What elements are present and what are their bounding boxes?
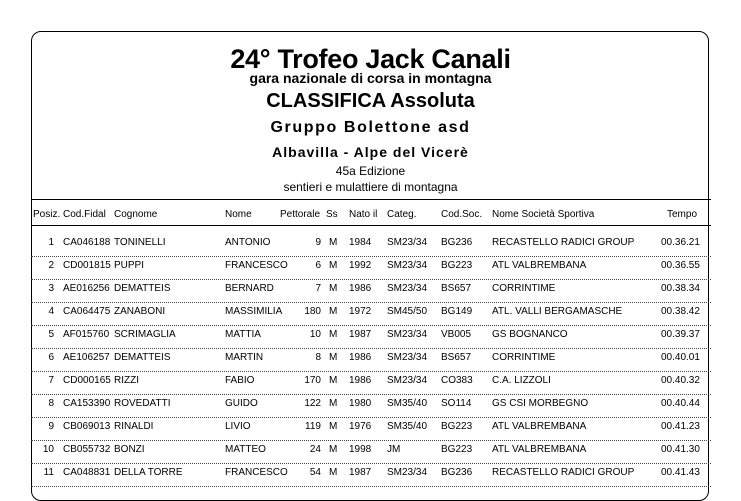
cell-societa: GS CSI MORBEGNO [492,398,589,409]
organizer-name: Gruppo Bolettone asd [270,119,471,136]
column-headers [0,209,741,223]
row-separator [31,440,711,441]
cell-nato: 1987 [349,467,372,478]
cell-categ: JM [387,444,401,455]
cell-nome: MATTEO [225,444,266,455]
cell-tempo: 00.38.34 [661,283,700,294]
cell-codsoc: BG223 [441,444,473,455]
header-divider-bottom [31,225,711,226]
cell-cognome: BONZI [114,444,145,455]
cell-societa: CORRINTIME [492,283,556,294]
cell-societa: ATL VALBREMBANA [492,260,587,271]
cell-posiz: 3 [48,283,54,294]
cell-nato: 1972 [349,306,372,317]
cell-nome: FRANCESCO [225,467,288,478]
cell-tempo: 00.40.44 [661,398,700,409]
row-separator [31,302,711,303]
race-subtitle: gara nazionale di corsa in montagna [249,70,492,86]
cell-sesso: M [329,398,338,409]
cell-nome: FRANCESCO [225,260,288,271]
cell-nome: FABIO [225,375,255,386]
cell-tempo: 00.41.30 [661,444,700,455]
cell-cognome: DEMATTEIS [114,352,171,363]
cell-codfidal: AE016256 [63,283,110,294]
cell-codsoc: CO383 [441,375,473,386]
cell-categ: SM23/34 [387,260,428,271]
cell-tempo: 00.40.32 [661,375,700,386]
cell-posiz: 2 [48,260,54,271]
cell-sesso: M [329,421,338,432]
table-row [0,375,741,389]
table-row [0,444,741,458]
cell-posiz: 10 [42,444,54,455]
cell-codfidal: CA153390 [63,398,111,409]
cell-societa: CORRINTIME [492,352,556,363]
cell-categ: SM23/34 [387,467,428,478]
col-posiz: Posiz. [33,209,61,220]
cell-nato: 1992 [349,260,372,271]
cell-tempo: 00.41.23 [661,421,700,432]
cell-nome: MASSIMILIA [225,306,283,317]
cell-nome: BERNARD [225,283,274,294]
col-sesso: Ss [326,209,338,220]
cell-sesso: M [329,329,338,340]
cell-sesso: M [329,467,338,478]
cell-pettorale: 10 [309,329,321,340]
cell-codsoc: BG236 [441,467,473,478]
col-nome: Nome [225,209,252,220]
table-row [0,421,741,435]
cell-nato: 1986 [349,375,372,386]
cell-codfidal: AF015760 [63,329,110,340]
cell-nato: 1987 [349,329,372,340]
cell-societa: ATL VALBREMBANA [492,421,587,432]
cell-categ: SM23/34 [387,283,428,294]
row-separator [31,348,711,349]
cell-pettorale: 170 [304,375,321,386]
cell-codsoc: BS657 [441,283,472,294]
cell-cognome: DELLA TORRE [114,467,183,478]
cell-societa: RECASTELLO RADICI GROUP [492,467,635,478]
table-row [0,398,741,412]
table-row [0,329,741,343]
row-separator [31,463,711,464]
cell-categ: SM45/50 [387,306,428,317]
cell-codsoc: BS657 [441,352,472,363]
cell-pettorale: 9 [315,237,321,248]
edition-label: 45a Edizione [335,164,406,178]
cell-codsoc: BG223 [441,260,473,271]
row-separator [31,394,711,395]
cell-nome: MARTIN [225,352,264,363]
cell-nome: MATTIA [225,329,261,340]
cell-tempo: 00.41.43 [661,467,700,478]
cell-nome: GUIDO [225,398,258,409]
cell-tempo: 00.38.42 [661,306,700,317]
cell-categ: SM23/34 [387,375,428,386]
cell-nome: LIVIO [225,421,251,432]
cell-pettorale: 8 [315,352,321,363]
cell-codsoc: SO114 [441,398,472,409]
cell-pettorale: 122 [304,398,321,409]
cell-posiz: 5 [48,329,54,340]
cell-nome: ANTONIO [225,237,271,248]
cell-pettorale: 6 [315,260,321,271]
cell-cognome: ZANABONI [114,306,166,317]
row-separator [31,325,711,326]
cell-codfidal: CA046188 [63,237,111,248]
cell-codfidal: CA048831 [63,467,111,478]
cell-cognome: PUPPI [114,260,145,271]
cell-nato: 1986 [349,283,372,294]
table-row [0,237,741,251]
cell-posiz: 9 [48,421,54,432]
cell-categ: SM35/40 [387,421,428,432]
cell-tempo: 00.39.37 [661,329,700,340]
cell-cognome: ROVEDATTI [114,398,171,409]
cell-codfidal: AE106257 [63,352,110,363]
cell-tempo: 00.40.01 [661,352,700,363]
cell-pettorale: 54 [309,467,321,478]
cell-codfidal: CB055732 [63,444,111,455]
table-row [0,467,741,481]
cell-sesso: M [329,375,338,386]
cell-pettorale: 119 [305,421,321,432]
cell-pettorale: 180 [304,306,321,317]
cell-codsoc: VB005 [441,329,472,340]
cell-sesso: M [329,283,338,294]
table-row [0,260,741,274]
cell-nato: 1986 [349,352,372,363]
cell-codfidal: CA064475 [63,306,111,317]
cell-codsoc: BG223 [441,421,473,432]
col-categ: Categ. [387,209,417,220]
cell-categ: SM23/34 [387,329,428,340]
cell-nato: 1984 [349,237,372,248]
row-separator [31,486,711,487]
row-separator [31,256,711,257]
cell-codfidal: CD001815 [63,260,111,271]
cell-posiz: 11 [43,467,54,478]
cell-sesso: M [329,237,338,248]
cell-sesso: M [329,444,338,455]
header-divider-top [31,199,711,200]
cell-posiz: 1 [48,237,54,248]
cell-pettorale: 7 [315,283,321,294]
col-pettorale: Pettorale [280,209,321,220]
cell-posiz: 7 [48,375,54,386]
cell-cognome: SCRIMAGLIA [114,329,176,340]
table-row [0,352,741,366]
cell-posiz: 6 [48,352,54,363]
cell-nato: 1976 [349,421,372,432]
cell-societa: C.A. LIZZOLI [492,375,551,386]
table-row [0,306,741,320]
cell-nato: 1980 [349,398,372,409]
row-separator [31,279,711,280]
col-cognome: Cognome [114,209,158,220]
cell-sesso: M [329,260,338,271]
cell-societa: ATL. VALLI BERGAMASCHE [492,306,623,317]
col-societa: Nome Società Sportiva [492,209,595,220]
classifica-heading: CLASSIFICA Assoluta [266,90,475,112]
cell-categ: SM23/34 [387,352,428,363]
terrain-label: sentieri e mulattiere di montagna [283,180,458,194]
col-tempo: Tempo [667,209,698,220]
cell-tempo: 00.36.55 [661,260,700,271]
cell-nato: 1998 [349,444,372,455]
cell-sesso: M [329,306,338,317]
cell-cognome: RIZZI [114,375,139,386]
col-nato: Nato il [349,209,378,220]
cell-sesso: M [329,352,338,363]
cell-codsoc: BG236 [441,237,473,248]
cell-codfidal: CD000165 [63,375,111,386]
route-name: Albavilla - Alpe del Vicerè [272,144,469,160]
cell-codfidal: CB069013 [63,421,111,432]
cell-posiz: 8 [48,398,54,409]
cell-categ: SM35/40 [387,398,428,409]
col-codsoc: Cod.Soc. [441,209,483,220]
cell-cognome: TONINELLI [114,237,166,248]
cell-societa: RECASTELLO RADICI GROUP [492,237,635,248]
race-title: 24° Trofeo Jack Canali [230,44,511,74]
row-separator [31,371,711,372]
cell-tempo: 00.36.21 [661,237,700,248]
cell-cognome: RINALDI [114,421,154,432]
col-codfidal: Cod.Fidal [63,209,106,220]
cell-pettorale: 24 [309,444,321,455]
table-row [0,283,741,297]
row-separator [31,417,711,418]
cell-codsoc: BG149 [441,306,473,317]
cell-posiz: 4 [48,306,54,317]
cell-categ: SM23/34 [387,237,428,248]
cell-societa: ATL VALBREMBANA [492,444,587,455]
cell-cognome: DEMATTEIS [114,283,171,294]
cell-societa: GS BOGNANCO [492,329,568,340]
